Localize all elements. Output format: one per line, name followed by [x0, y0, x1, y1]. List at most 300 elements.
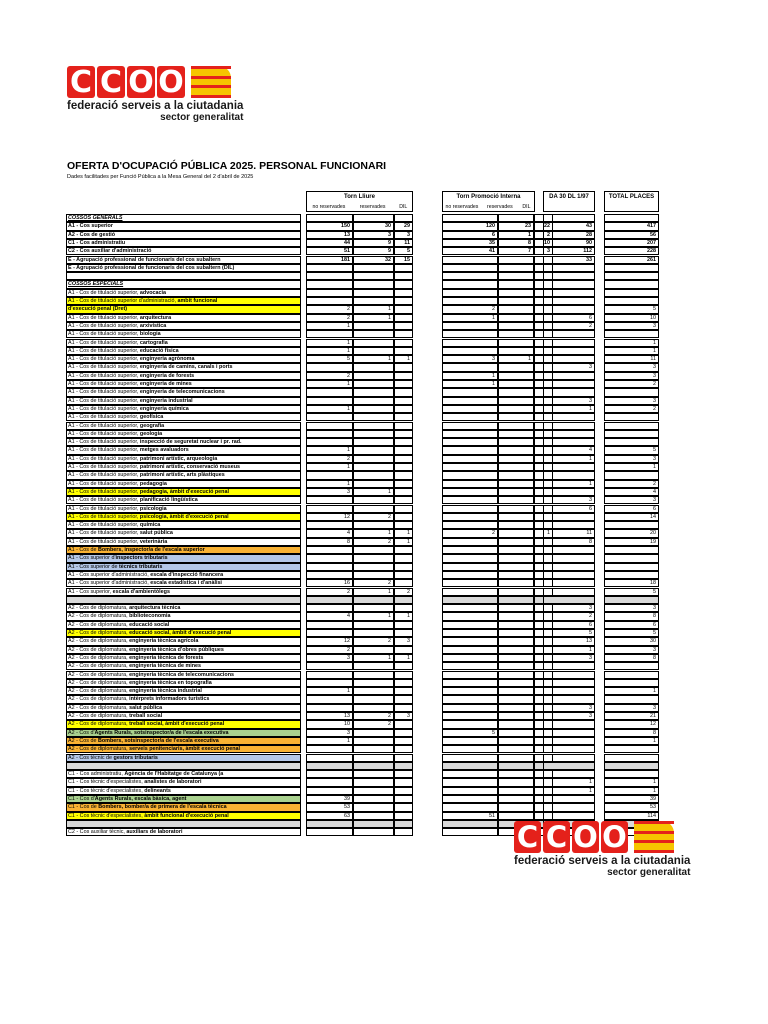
table-cell	[306, 745, 353, 753]
table-cell	[604, 330, 659, 338]
table-cell	[604, 571, 659, 579]
row-label	[66, 272, 301, 280]
table-cell	[442, 571, 498, 579]
row-label-specialty: salut pública	[139, 530, 173, 537]
table-cell: 2	[543, 322, 595, 330]
row-label	[66, 579, 301, 587]
table-cell: 13	[543, 637, 595, 645]
row-label-prefix: A2 - Cos de gestió	[68, 231, 116, 238]
table-row	[66, 563, 658, 571]
table-cell	[498, 289, 534, 297]
table-cell: 12	[306, 513, 353, 521]
logo-federation-text: federació serveis a la ciutadania	[514, 855, 691, 867]
table-cell	[543, 413, 595, 421]
table-cell	[442, 446, 498, 454]
table-cell	[306, 388, 353, 396]
row-label-prefix: A1 - Cos de titulació superior,	[68, 322, 140, 329]
table-cell	[353, 621, 394, 629]
table-cell	[394, 372, 413, 380]
table-cell: 23	[498, 222, 534, 230]
table-cell	[306, 280, 353, 288]
table-cell	[543, 280, 595, 288]
table-cell: 3	[604, 363, 659, 371]
table-cell	[543, 471, 595, 479]
table-cell	[394, 446, 413, 454]
table-cell	[498, 446, 534, 454]
row-label	[66, 571, 301, 579]
table-cell	[543, 305, 595, 313]
row-label	[66, 563, 301, 571]
table-row	[66, 438, 658, 446]
table-row	[66, 754, 658, 762]
row-label-prefix: A1 - Cos de titulació superior,	[68, 472, 140, 479]
table-cell	[442, 546, 498, 554]
torn-lliure-header	[306, 191, 413, 212]
table-cell: 4	[306, 529, 353, 537]
row-label-prefix: A1 - Cos de titulació superior d'administració,	[68, 298, 178, 304]
table-cell	[394, 621, 413, 629]
table-cell	[604, 546, 659, 554]
table-cell: 1	[604, 463, 659, 471]
table-cell: 6	[604, 505, 659, 513]
table-cell	[394, 770, 413, 778]
table-cell	[498, 280, 534, 288]
table-cell	[604, 422, 659, 430]
table-cell	[543, 463, 595, 471]
table-cell	[353, 571, 394, 579]
row-label	[66, 637, 301, 645]
table-cell	[498, 480, 534, 488]
table-cell	[353, 388, 394, 396]
table-row	[66, 704, 658, 712]
table-cell	[394, 280, 413, 288]
table-cell	[498, 521, 534, 529]
table-cell: 1	[394, 654, 413, 662]
table-cell	[306, 621, 353, 629]
table-cell: 32	[353, 256, 394, 264]
row-label-specialty: treball social	[129, 713, 163, 719]
table-cell	[498, 314, 534, 322]
table-cell	[353, 363, 394, 371]
table-cell: 44	[306, 239, 353, 247]
section-label: COSSOS GENERALS	[68, 215, 123, 221]
table-cell: 1	[353, 355, 394, 363]
table-cell	[604, 671, 659, 679]
table-cell	[604, 272, 659, 280]
row-label-specialty: metges avaluadors	[139, 447, 189, 454]
table-cell	[394, 662, 413, 670]
row-label	[66, 546, 301, 554]
table-cell: 3	[306, 488, 353, 496]
table-cell: 28	[543, 231, 595, 239]
row-label-prefix: E - Agrupació professional de funcionaris del cos subaltern	[68, 256, 221, 263]
table-row	[66, 546, 658, 554]
table-cell	[353, 679, 394, 687]
logo-letter: C	[97, 66, 125, 98]
row-label-specialty: enginyeria de camins, canals i ports	[139, 364, 233, 371]
page-subtitle: Dades facilitades per Funció Pública a la Mesa General del 2 d'abril de 2025	[67, 174, 254, 180]
table-cell	[353, 297, 394, 305]
row-label-prefix: A2 - Cos de diplomatura,	[68, 688, 130, 695]
table-cell	[442, 737, 498, 745]
table-cell: 2	[353, 712, 394, 720]
row-label-prefix: A1 - Cos de titulació superior,	[68, 488, 140, 495]
row-label	[66, 455, 301, 463]
table-cell: 1	[306, 687, 353, 695]
row-label-specialty: geofísica	[139, 414, 164, 421]
table-row	[66, 778, 658, 786]
table-cell: 5	[604, 305, 659, 313]
table-cell: 1	[543, 646, 595, 654]
table-cell	[353, 505, 394, 513]
table-cell	[306, 662, 353, 670]
table-cell	[353, 280, 394, 288]
row-label-prefix: A2 - Cos de diplomatura,	[68, 679, 130, 686]
row-label	[66, 646, 301, 654]
table-cell	[498, 571, 534, 579]
table-cell	[394, 754, 413, 762]
table-cell: 228	[604, 247, 659, 255]
table-cell: 2	[353, 513, 394, 521]
logo-letter: O	[158, 64, 184, 100]
table-cell	[498, 330, 534, 338]
table-cell: 1	[543, 787, 595, 795]
logo-letter: C	[514, 821, 541, 853]
table-row	[66, 629, 658, 637]
table-row	[66, 513, 658, 521]
row-label-specialty: enginyeria de mines	[139, 381, 192, 387]
table-cell	[442, 662, 498, 670]
row-label	[66, 496, 301, 504]
table-cell	[498, 463, 534, 471]
table-cell: 3	[543, 397, 595, 405]
table-cell	[394, 820, 413, 828]
table-cell: 1	[306, 347, 353, 355]
table-cell	[353, 422, 394, 430]
table-cell: 14	[604, 513, 659, 521]
row-label-prefix: A1 - Cos de titulació superior,	[68, 289, 140, 296]
table-cell: 51	[306, 247, 353, 255]
table-cell	[306, 828, 353, 836]
table-cell	[543, 596, 595, 604]
table-cell	[498, 563, 534, 571]
table-cell: 53	[306, 803, 353, 811]
table-cell	[498, 305, 534, 313]
table-cell	[604, 563, 659, 571]
table-row	[66, 637, 658, 645]
table-cell	[498, 363, 534, 371]
table-cell: 1	[442, 372, 498, 380]
row-label-prefix: A1 - Cos de titulació superior,	[68, 414, 140, 421]
row-label-prefix: A2 - Cos de diplomatura,	[68, 704, 130, 711]
table-cell	[394, 496, 413, 504]
table-cell: 33	[543, 256, 595, 264]
table-cell	[442, 289, 498, 297]
row-label	[66, 621, 301, 629]
table-cell	[306, 754, 353, 762]
table-cell	[394, 604, 413, 612]
table-cell: 20	[604, 529, 659, 537]
table-row	[66, 239, 658, 247]
table-cell	[394, 729, 413, 737]
table-cell	[498, 413, 534, 421]
row-label-prefix: A1 - Cos de titulació superior,	[68, 397, 140, 404]
table-cell	[442, 612, 498, 620]
table-cell	[353, 695, 394, 703]
row-label-prefix: C2 - Cos auxiliar tècnic,	[68, 829, 127, 836]
table-cell: 181	[306, 256, 353, 264]
table-cell	[394, 563, 413, 571]
table-cell	[498, 637, 534, 645]
row-label	[66, 762, 301, 770]
table-cell	[442, 679, 498, 687]
row-label-specialty: patrimoni artístic, conservació museus	[139, 464, 240, 470]
table-cell	[442, 596, 498, 604]
table-cell	[394, 679, 413, 687]
table-cell	[498, 612, 534, 620]
table-cell: 1	[353, 654, 394, 662]
table-cell	[394, 272, 413, 280]
table-cell: 22	[534, 222, 553, 230]
table-cell	[442, 272, 498, 280]
table-cell	[543, 563, 595, 571]
row-label-prefix: A1 - Cos de titulació superior,	[68, 513, 140, 520]
table-cell	[442, 745, 498, 753]
table-row	[66, 529, 658, 537]
row-label	[66, 679, 301, 687]
table-cell	[306, 330, 353, 338]
table-cell: 1	[353, 529, 394, 537]
row-label-prefix: A1 - Cos de titulació superior,	[68, 538, 140, 545]
table-cell	[498, 488, 534, 496]
table-cell	[498, 770, 534, 778]
table-cell: 3	[534, 247, 553, 255]
table-cell	[442, 214, 498, 222]
row-label	[66, 347, 301, 355]
table-cell	[442, 695, 498, 703]
da30-header	[543, 191, 595, 212]
table-cell	[394, 430, 413, 438]
row-label-prefix: C1 - Cos tècnic d'especialistes,	[68, 787, 145, 794]
table-cell	[394, 646, 413, 654]
table-cell	[498, 604, 534, 612]
table-cell	[498, 704, 534, 712]
table-cell	[442, 488, 498, 496]
table-cell: 5	[306, 355, 353, 363]
row-label-prefix: A2 - Cos de diplomatura,	[68, 721, 130, 728]
ccoo-logo	[67, 66, 243, 123]
table-cell	[394, 363, 413, 371]
row-label-prefix: C1 - Cos administratiu	[68, 239, 126, 246]
table-row	[66, 339, 658, 347]
table-cell: 13	[306, 712, 353, 720]
row-label-prefix: A1 - Cos de titulació superior,	[68, 447, 140, 454]
table-row	[66, 388, 658, 396]
table-cell: 3	[353, 231, 394, 239]
table-cell	[353, 662, 394, 670]
table-cell	[498, 388, 534, 396]
row-label-specialty: auxiliars de laboratori	[126, 829, 183, 836]
table-cell	[353, 729, 394, 737]
table-cell: 417	[604, 222, 659, 230]
table-cell: 2	[306, 314, 353, 322]
row-label-specialty: enginyeria agrònoma	[139, 356, 195, 363]
table-cell	[604, 679, 659, 687]
row-label-specialty: enginyeria tècnica de telecomunicacions	[129, 671, 234, 678]
table-cell	[394, 305, 413, 313]
table-cell	[442, 256, 498, 264]
table-cell	[543, 762, 595, 770]
table-cell: 39	[604, 795, 659, 803]
row-label	[66, 588, 301, 596]
table-cell: 1	[543, 405, 595, 413]
table-cell: 3	[543, 712, 595, 720]
table-cell	[442, 720, 498, 728]
table-cell	[394, 422, 413, 430]
torn-promocio-header	[442, 191, 535, 212]
table-cell: 1	[604, 339, 659, 347]
table-cell	[394, 314, 413, 322]
row-label-prefix: A1 - Cos de titulació superior,	[68, 405, 140, 412]
row-label	[66, 463, 301, 471]
row-label	[66, 538, 301, 546]
table-cell	[353, 322, 394, 330]
table-row	[66, 471, 658, 479]
table-row	[66, 272, 658, 280]
table-cell	[543, 679, 595, 687]
row-label-prefix: A2 - Cos de diplomatura,	[68, 671, 130, 678]
table-cell	[498, 720, 534, 728]
table-cell	[306, 671, 353, 679]
row-label	[66, 787, 301, 795]
table-cell	[498, 529, 534, 537]
row-label	[66, 505, 301, 513]
table-cell	[498, 264, 534, 272]
table-cell	[442, 463, 498, 471]
table-cell: 1	[534, 529, 553, 537]
table-cell	[442, 687, 498, 695]
table-cell: 4	[604, 488, 659, 496]
row-label-prefix: C1 - Cos de	[68, 804, 99, 811]
row-label-specialty: educació social, àmbit d'execució penal	[129, 630, 232, 636]
table-cell: 39	[306, 795, 353, 803]
table-cell	[604, 762, 659, 770]
row-label-prefix: C1 - Cos tècnic d'especialistes,	[68, 812, 145, 819]
table-cell	[306, 272, 353, 280]
col-header: DIL	[399, 204, 408, 210]
torn-lliure-title: Torn Lliure	[344, 194, 375, 200]
table-cell	[306, 596, 353, 604]
table-row	[66, 463, 658, 471]
row-label-prefix: A2 - Cos de diplomatura,	[68, 696, 130, 703]
table-cell	[498, 372, 534, 380]
table-cell	[353, 820, 394, 828]
table-cell	[442, 621, 498, 629]
table-cell	[306, 438, 353, 446]
table-cell	[306, 820, 353, 828]
table-cell	[442, 413, 498, 421]
table-cell: 1	[543, 455, 595, 463]
row-label-prefix: C1 - Cos d'	[68, 796, 95, 802]
table-cell	[306, 695, 353, 703]
table-cell: 1	[394, 355, 413, 363]
table-cell: 11	[394, 239, 413, 247]
table-cell	[394, 521, 413, 529]
row-label-specialty: salut pública	[129, 704, 163, 711]
row-label-specialty: pedagogia, àmbit d'execució penal	[139, 488, 229, 495]
table-cell	[498, 513, 534, 521]
row-label	[66, 256, 301, 264]
table-cell	[394, 554, 413, 562]
table-cell	[604, 662, 659, 670]
table-cell	[442, 397, 498, 405]
table-cell	[353, 471, 394, 479]
table-row	[66, 720, 658, 728]
table-cell: 8	[543, 538, 595, 546]
table-row	[66, 588, 658, 596]
logo-letter: C	[67, 66, 95, 98]
table-cell: 2	[394, 588, 413, 596]
table-cell	[498, 745, 534, 753]
table-cell	[442, 405, 498, 413]
table-cell: 1	[353, 314, 394, 322]
row-label-prefix: A1 - Cos de titulació superior,	[68, 464, 140, 470]
row-label	[66, 289, 301, 297]
table-cell: 19	[604, 538, 659, 546]
table-cell	[353, 687, 394, 695]
table-cell	[306, 363, 353, 371]
table-cell	[394, 745, 413, 753]
total-title: TOTAL PLACES	[608, 194, 655, 200]
torn-promocio-title: Torn Promoció Interna	[456, 194, 521, 200]
row-label	[66, 488, 301, 496]
row-label-prefix: A1 - Cos de titulació superior,	[68, 505, 140, 512]
table-cell: 2	[534, 231, 553, 239]
table-cell	[394, 828, 413, 836]
table-cell: 2	[306, 455, 353, 463]
table-cell	[543, 214, 595, 222]
table-cell	[353, 546, 394, 554]
table-cell	[394, 596, 413, 604]
table-cell	[394, 513, 413, 521]
table-cell: 3	[394, 637, 413, 645]
table-row	[66, 554, 658, 562]
row-label-specialty: biologia	[139, 331, 161, 338]
table-cell: 3	[604, 496, 659, 504]
table-cell	[442, 455, 498, 463]
table-cell: 29	[394, 222, 413, 230]
table-cell: 18	[604, 579, 659, 587]
table-cell	[353, 554, 394, 562]
table-cell	[394, 405, 413, 413]
col-header: no reservades	[445, 204, 479, 210]
table-cell: 1	[306, 322, 353, 330]
row-label-specialty: química	[139, 522, 161, 529]
row-label-specialty: enginyeria tècnica de mines	[129, 663, 202, 670]
row-label-prefix: A1 - Cos de titulació superior,	[68, 339, 140, 346]
table-cell: 1	[306, 737, 353, 745]
table-cell	[604, 430, 659, 438]
table-cell	[394, 778, 413, 786]
row-label-specialty: inspecció de seguretat nuclear i pr. rad.	[139, 439, 242, 446]
row-label	[66, 812, 301, 820]
table-row	[66, 355, 658, 363]
table-cell	[498, 737, 534, 745]
table-cell	[498, 787, 534, 795]
table-cell	[543, 671, 595, 679]
row-label-prefix: E - Agrupació professional de funcionaris del cos subaltern (DIL)	[68, 264, 235, 271]
table-cell	[498, 505, 534, 513]
